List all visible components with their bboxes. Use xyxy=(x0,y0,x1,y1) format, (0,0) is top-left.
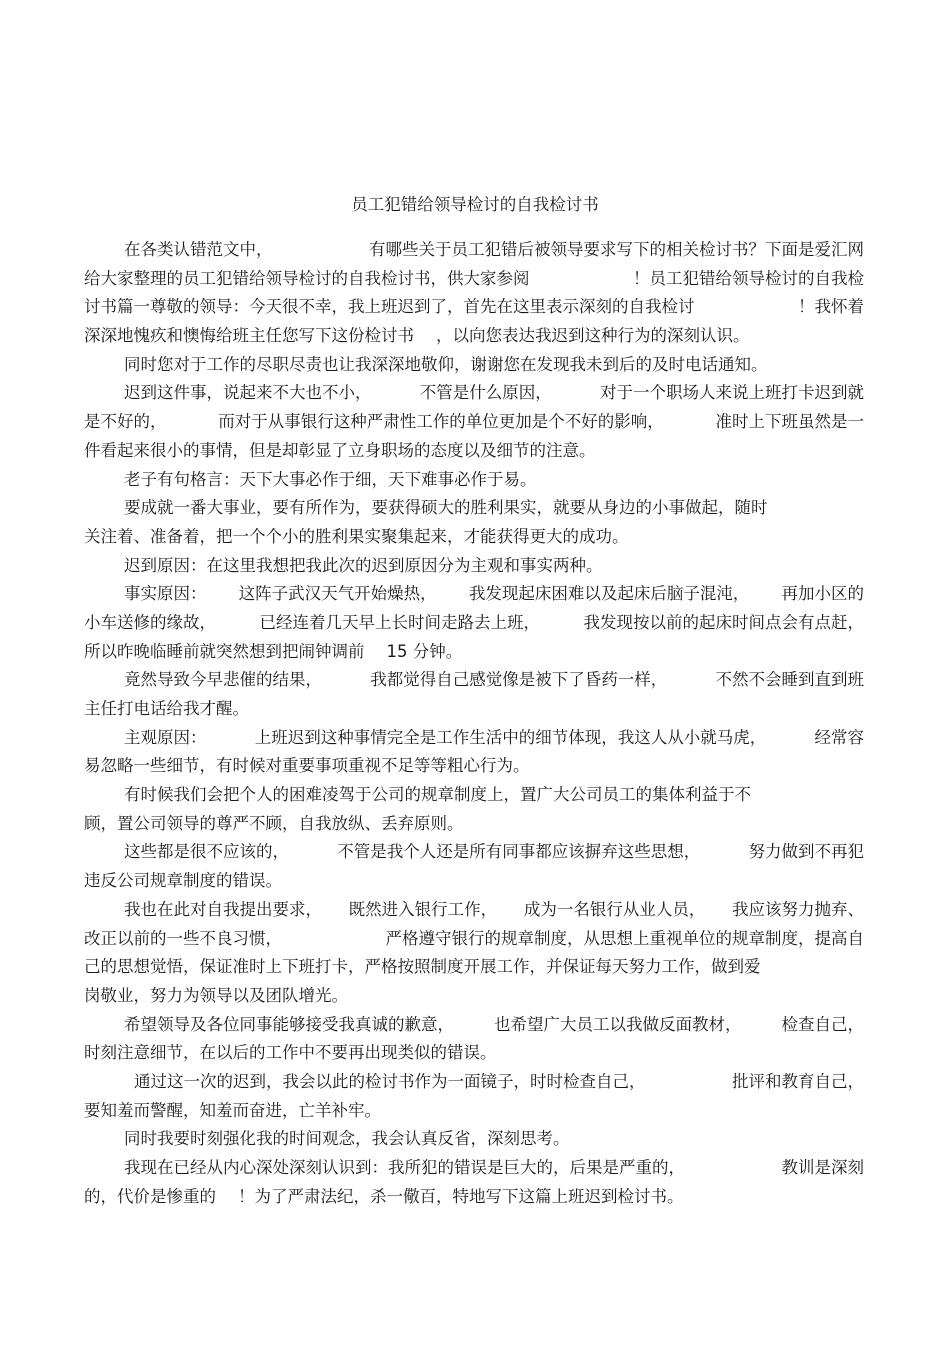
document-body xyxy=(84,236,864,1211)
text-line xyxy=(84,322,864,351)
text-line xyxy=(84,867,864,896)
text-segment: 同时您对于工作的尽职尽责也让我深深地敬仰，谢谢您在发现我未到后的及时电话通知。 xyxy=(124,354,768,374)
text-segment: 而对于从事银行这种严肃性工作的单位更加是个不好的影响， xyxy=(218,412,664,432)
text-line xyxy=(84,494,864,523)
text-segment: 批评和教育自己， xyxy=(732,1071,864,1091)
text-line xyxy=(84,265,864,294)
text-segment: 通过这一次的迟到，我会以此的检讨书作为一面镜子，时时检查自己， xyxy=(134,1071,646,1091)
text-line xyxy=(84,293,864,322)
text-line xyxy=(84,953,864,982)
text-segment: 小车送修的缘故， xyxy=(84,612,216,632)
text-line xyxy=(84,523,864,552)
text-line xyxy=(84,236,864,265)
text-segment: 顾，置公司领导的尊严不顾，自我放纵、丢弃原则。 xyxy=(84,813,464,833)
text-line xyxy=(84,724,864,753)
text-segment: 这些都是很不应该的， xyxy=(124,842,289,862)
document-title: 员工犯错给领导检讨的自我检讨书 xyxy=(351,195,599,214)
text-segment: 是不好的， xyxy=(84,412,167,432)
text-segment: 准时上下班虽然是一 xyxy=(715,412,864,432)
text-segment: 主任打电话给我才醒。 xyxy=(84,699,249,718)
text-line xyxy=(84,1068,864,1097)
text-segment: 事实原因： xyxy=(124,584,207,604)
text-segment: 这阵子武汉天气开始燥热， xyxy=(238,584,437,604)
text-segment: 检查自己， xyxy=(781,1014,864,1034)
text-segment: ！我怀着 xyxy=(798,297,864,317)
text-segment: 的，代价是惨重的 xyxy=(84,1186,216,1206)
text-line xyxy=(84,437,864,466)
text-segment: 竟然导致今早悲催的结果， xyxy=(124,670,322,690)
text-segment: 我应该努力抛弃、 xyxy=(731,899,864,919)
text-segment: 努力做到不再犯 xyxy=(748,842,864,862)
text-segment: 不管是我个人还是所有同事都应该摒弃这些思想， xyxy=(337,842,701,862)
text-segment: 老子有句格言：天下大事必作于细，天下难事必作于易。 xyxy=(124,469,537,489)
text-line xyxy=(84,379,864,408)
text-line xyxy=(84,1125,864,1154)
text-line xyxy=(84,666,864,695)
text-segment: 我也在此对自我提出要求， xyxy=(124,899,322,919)
text-segment: 也希望广大员工以我做反面教材， xyxy=(494,1014,742,1034)
text-segment: 违反公司规章制度的错误。 xyxy=(84,871,282,891)
text-segment: 上班迟到这种事情完全是工作生活中的细节体现，我这人从小就马虎， xyxy=(254,727,767,747)
text-segment: 件看起来很小的事情，但是却彰显了立身职场的态度以及细节的注意。 xyxy=(84,440,596,460)
text-line xyxy=(84,351,864,380)
text-line xyxy=(84,752,864,781)
text-line xyxy=(84,1097,864,1126)
text-line xyxy=(84,838,864,867)
text-segment: 15 分钟。 xyxy=(386,641,463,661)
text-segment: 深深地愧疚和懊悔给班主任您写下这份检讨书 xyxy=(84,326,414,346)
text-segment: 在各类认错范文中， xyxy=(124,240,273,259)
text-segment: 迟到这件事，说起来不大也不小， xyxy=(124,383,372,403)
text-segment: 要知羞而警醒，知羞而奋进，亡羊补牢。 xyxy=(84,1100,381,1120)
text-segment: 我发现按以前的起床时间点会有点赶， xyxy=(583,612,864,632)
text-segment: 不然不会睡到直到班 xyxy=(715,670,864,690)
text-line xyxy=(84,1154,864,1183)
text-segment: ！为了严肃法纪，杀一儆百，特地写下这篇上班迟到检讨书。 xyxy=(238,1186,684,1206)
text-line xyxy=(84,580,864,609)
text-segment: 己的思想觉悟，保证准时上下班打卡，严格按照制度开展工作，并保证每天努力工作，做到爱 xyxy=(84,957,761,977)
text-segment: 我都觉得自己感觉像是被下了昏药一样， xyxy=(370,670,668,690)
text-line xyxy=(84,810,864,839)
text-segment: 不管是什么原因， xyxy=(419,383,552,403)
text-segment: 成为一名银行从业人员， xyxy=(523,899,706,919)
text-segment: 希望领导及各位同事能够接受我真诚的歉意， xyxy=(124,1014,454,1034)
text-line xyxy=(84,466,864,495)
text-segment: 已经连着几天早上长时间走路去上班， xyxy=(259,612,540,632)
text-line xyxy=(84,982,864,1011)
text-segment: 岗敬业，努力为领导以及团队增光。 xyxy=(84,985,348,1005)
text-line xyxy=(84,781,864,810)
text-segment: 教训是深刻 xyxy=(781,1158,864,1177)
text-segment: 有哪些关于员工犯错后被领导要求写下的相关检讨书？下面是爱汇网 xyxy=(369,240,864,259)
text-segment: 严格遵守银行的规章制度，从思想上重视单位的规章制度，提高自 xyxy=(385,928,864,948)
text-segment: 再加小区的 xyxy=(781,584,864,604)
text-segment: 迟到原因：在这里我想把我此次的迟到原因分为主观和事实两种。 xyxy=(124,555,603,575)
text-segment: 有时候我们会把个人的困难凌驾于公司的规章制度上，置广大公司员工的集体利益于不 xyxy=(124,785,751,805)
text-line xyxy=(84,408,864,437)
text-line xyxy=(84,925,864,954)
text-segment: 经常容 xyxy=(814,727,864,747)
text-segment: 主观原因： xyxy=(124,727,207,747)
text-segment: ！员工犯错给领导检讨的自我检 xyxy=(633,268,864,288)
text-segment: 我现在已经从内心深处深刻认识到：我所犯的错误是巨大的，后果是严重的， xyxy=(124,1158,685,1177)
text-line xyxy=(84,1183,864,1212)
text-line xyxy=(84,609,864,638)
text-line xyxy=(84,1039,864,1068)
text-line xyxy=(84,1011,864,1040)
text-segment: 对于一个职场人来说上班打卡迟到就 xyxy=(600,383,864,403)
text-segment: 改正以前的一些不良习惯， xyxy=(84,928,282,948)
text-line xyxy=(84,695,864,724)
text-segment: 同时我要时刻强化我的时间观念，我会认真反省，深刻思考。 xyxy=(124,1129,570,1149)
text-segment: 所以昨晚临睡前就突然想到把闹钟调前 xyxy=(84,641,365,661)
text-segment: 关注着、准备着，把一个个小的胜利果实聚集起来，才能获得更大的成功。 xyxy=(84,526,629,546)
text-segment: 要成就一番大事业，要有所作为，要获得硕大的胜利果实，就要从身边的小事做起，随时 xyxy=(124,498,768,518)
text-segment: 既然进入银行工作， xyxy=(348,899,498,919)
text-line xyxy=(84,896,864,925)
text-segment: 易忽略一些细节，有时候对重要事项重视不足等等粗心行为。 xyxy=(84,756,530,776)
text-segment: 给大家整理的员工犯错给领导检讨的自我检讨书，供大家参阅 xyxy=(84,268,530,288)
text-segment: 讨书篇一尊敬的领导：今天很不幸，我上班迟到了，首先在这里表示深刻的自我检讨 xyxy=(84,297,695,317)
text-segment: ，以向您表达我迟到这种行为的深刻认识。 xyxy=(436,326,750,346)
text-line xyxy=(84,638,864,667)
text-segment: 我发现起床困难以及起床后脑子混沌， xyxy=(468,584,750,604)
text-segment: 时刻注意细节，在以后的工作中不要再出现类似的错误。 xyxy=(84,1043,497,1063)
text-line xyxy=(84,552,864,581)
